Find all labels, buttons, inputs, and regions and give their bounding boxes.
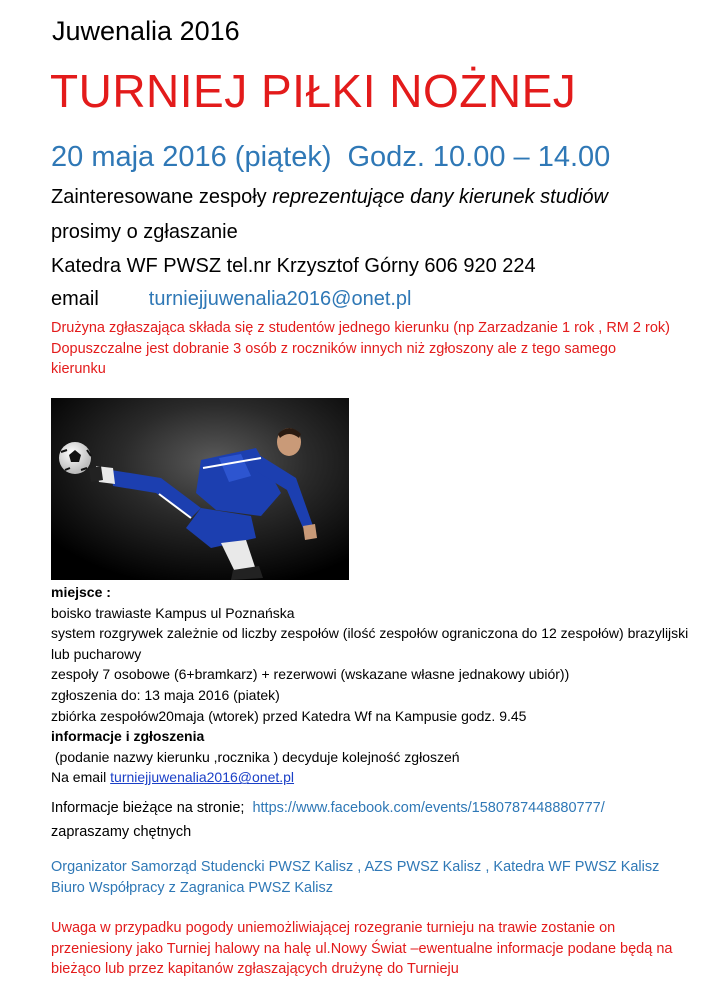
event-hours: Godz. 10.00 – 14.00 bbox=[347, 141, 611, 173]
organizer-text: Organizator Samorząd Studencki PWSZ Kalisz , AZS PWSZ Kalisz , Katedra WF PWSZ Kalisz Biuro Współpracy z Zagranica PWSZ Kalisz bbox=[51, 859, 660, 896]
intro-line-1-italic: reprezentujące dany kierunek studiów bbox=[272, 186, 608, 208]
event-name: Juwenalia 2016 bbox=[52, 16, 240, 46]
gathering-text: zbiórka zespołów20maja (wtorek) przed Katedra Wf na Kampusie godz. 9.45 bbox=[51, 707, 527, 724]
email-label: email bbox=[51, 288, 99, 310]
place-text: boisko trawiaste Kampus ul Poznańska bbox=[51, 604, 295, 621]
page-title: TURNIEJ PIŁKI NOŻNEJ bbox=[50, 65, 577, 117]
current-info-label: Informacje bieżące na stronie; bbox=[51, 800, 245, 816]
current-info-line bbox=[51, 800, 605, 816]
team-rules bbox=[51, 318, 671, 380]
email-contact-line bbox=[51, 767, 691, 788]
football-player-photo bbox=[51, 398, 349, 580]
teams-text: zespoły 7 osobowe (6+bramkarz) + rezerwowi (wskazane własne jednakowy ubiór)) bbox=[51, 666, 570, 683]
contact-line: Katedra WF PWSZ tel.nr Krzysztof Górny 606 920 224 bbox=[51, 255, 536, 277]
ball-icon bbox=[59, 442, 91, 474]
invite-text: zapraszamy chętnych bbox=[51, 824, 192, 840]
info-text: (podanie nazwy kierunku ,rocznika ) decyduje kolejność zgłoszeń bbox=[51, 748, 460, 765]
email-value[interactable]: turniejjuwenalia2016@onet.pl bbox=[148, 288, 412, 310]
system-text: system rozgrywek zależnie od liczby zespołów (ilość zespołów ograniczona do 12 zespołów) brazylijski lub pucharowy bbox=[51, 625, 689, 662]
rule-1: Drużyna zgłaszająca składa się z studentów jednego kierunku (np Zarzadzanie 1 rok , RM 2 rok) bbox=[51, 320, 670, 336]
weather-warning: Uwaga w przypadku pogody uniemożliwiającej rozegranie turnieju na trawie zostanie on przeniesiony jako Turniej halowy na halę ul.Nowy Świat –ewentualne informacje podane będą na bieżąco lub przez kapitanów zgłaszających drużynę do Turnieju bbox=[51, 920, 673, 977]
tournament-details bbox=[51, 582, 691, 788]
event-date: 20 maja 2016 (piątek) bbox=[51, 141, 332, 173]
intro-line-1 bbox=[51, 186, 608, 209]
player-kicking-ball-image bbox=[51, 398, 349, 580]
intro-line-2: prosimy o zgłaszanie bbox=[51, 221, 238, 243]
intro-line-1-start: Zainteresowane zespoły bbox=[51, 186, 273, 208]
email-prefix: Na email bbox=[51, 769, 111, 786]
email-link[interactable]: turniejjuwenalia2016@onet.pl bbox=[110, 769, 295, 786]
info-label: informacje i zgłoszenia bbox=[51, 728, 205, 745]
facebook-event-link[interactable]: https://www.facebook.com/events/1580787448880777/ bbox=[252, 800, 605, 816]
deadline-text: zgłoszenia do: 13 maja 2016 (piatek) bbox=[51, 686, 280, 703]
rule-2: Dopuszczalne jest dobranie 3 osób z roczników innych niż zgłoszony ale z tego samego kierunku bbox=[51, 340, 617, 377]
place-label: miejsce : bbox=[51, 584, 111, 600]
email-line bbox=[51, 288, 412, 311]
event-date-line bbox=[51, 141, 610, 174]
